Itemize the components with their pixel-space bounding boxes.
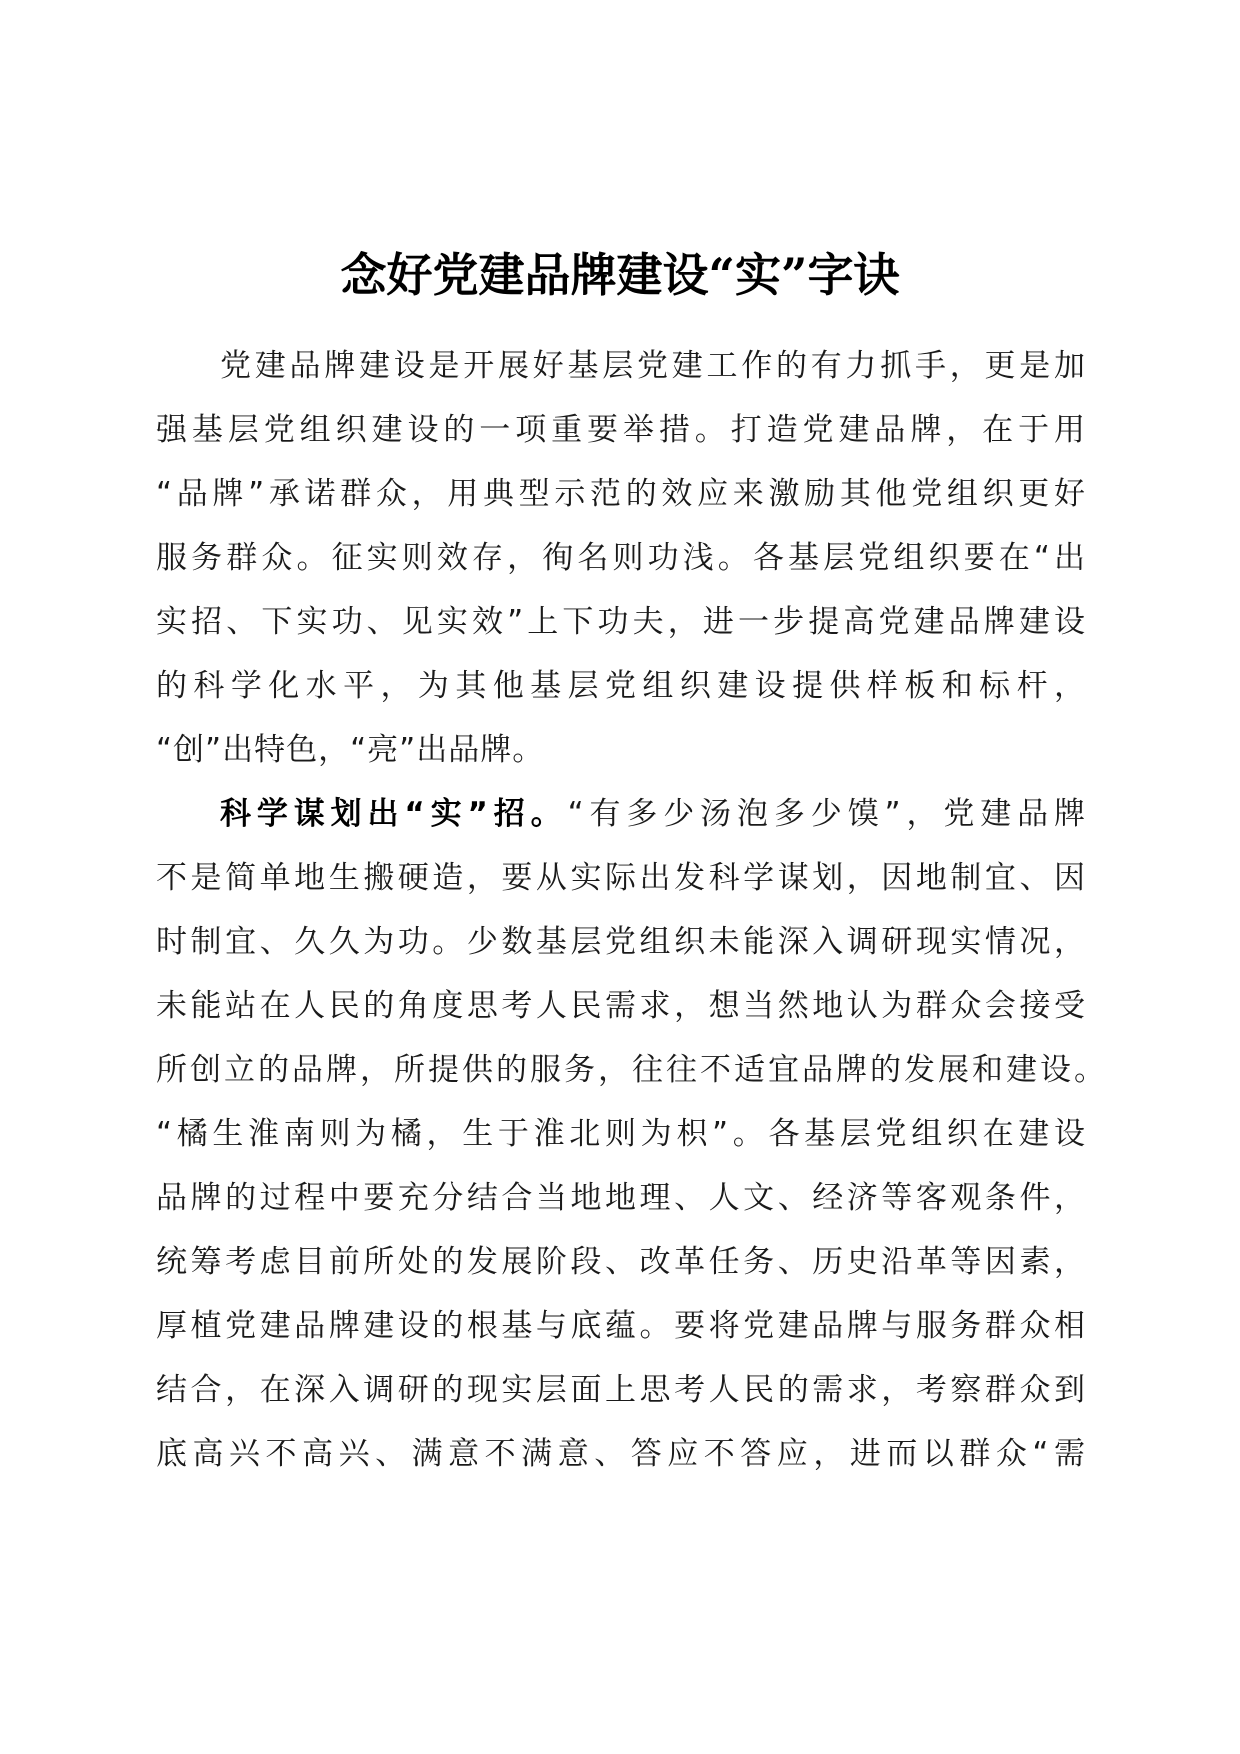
paragraph-1-line-4: 服务群众。征实则效存，徇名则功浅。各基层党组织要在“出 xyxy=(156,540,1086,576)
paragraph-2-line-3: 时制宜、久久为功。少数基层党组织未能深入调研现实情况， xyxy=(156,924,1086,960)
paragraph-2-line-1-rest: “有多少汤泡多少馍”，党建品牌 xyxy=(567,796,1087,832)
paragraph-2-line-6: “橘生淮南则为橘，生于淮北则为枳”。各基层党组织在建设 xyxy=(156,1116,1086,1152)
paragraph-1-line-2: 强基层党组织建设的一项重要举措。打造党建品牌，在于用 xyxy=(156,412,1086,448)
paragraph-2-line-7: 品牌的过程中要充分结合当地地理、人文、经济等客观条件， xyxy=(156,1180,1086,1216)
paragraph-2-line-9: 厚植党建品牌建设的根基与底蕴。要将党建品牌与服务群众相 xyxy=(156,1308,1086,1344)
paragraph-2-line-11: 底高兴不高兴、满意不满意、答应不答应，进而以群众“需 xyxy=(156,1436,1086,1472)
paragraph-2-line-1 xyxy=(220,781,1086,847)
document-title: 念好党建品牌建设“实”字诀 xyxy=(340,248,900,302)
paragraph-2-line-5: 所创立的品牌，所提供的服务，往往不适宜品牌的发展和建设。 xyxy=(156,1052,1106,1088)
paragraph-2-lead-heading: 科学谋划出“实”招。 xyxy=(220,796,568,832)
paragraph-1-line-3: “品牌”承诺群众，用典型示范的效应来激励其他党组织更好 xyxy=(156,476,1086,512)
paragraph-2-line-4: 未能站在人民的角度思考人民需求，想当然地认为群众会接受 xyxy=(156,988,1086,1024)
paragraph-1-line-1: 党建品牌建设是开展好基层党建工作的有力抓手，更是加 xyxy=(220,348,1086,384)
paragraph-2-line-8: 统筹考虑目前所处的发展阶段、改革任务、历史沿革等因素， xyxy=(156,1244,1086,1280)
paragraph-1-line-6: 的科学化水平，为其他基层党组织建设提供样板和标杆， xyxy=(156,668,1086,704)
paragraph-2-line-10: 结合，在深入调研的现实层面上思考人民的需求，考察群众到 xyxy=(156,1372,1086,1408)
paragraph-1-line-7: “创”出特色，“亮”出品牌。 xyxy=(156,732,545,768)
paragraph-1-line-5: 实招、下实功、见实效”上下功夫，进一步提高党建品牌建设 xyxy=(156,604,1086,640)
paragraph-2-line-2: 不是简单地生搬硬造，要从实际出发科学谋划，因地制宜、因 xyxy=(156,860,1086,896)
